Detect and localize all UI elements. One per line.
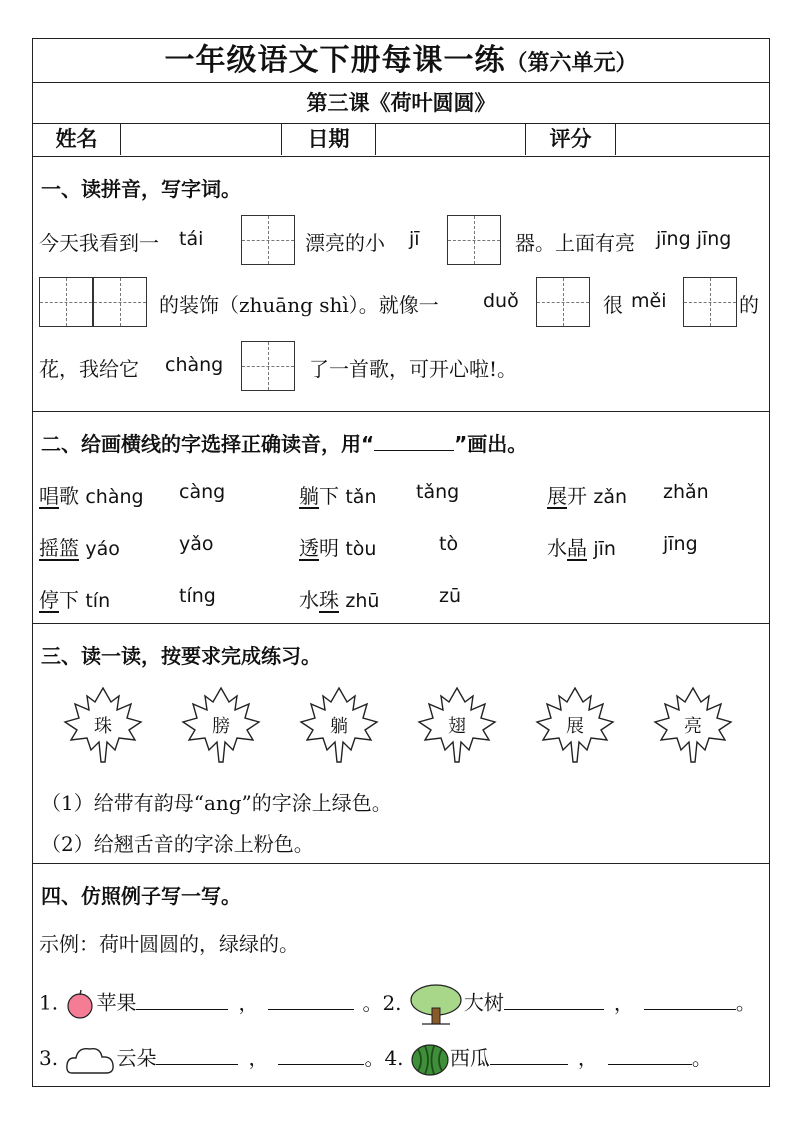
answer-box[interactable] bbox=[93, 277, 147, 327]
s2-word-6: 水晶 jīn bbox=[547, 536, 616, 560]
s2-word-2: 躺下 tǎn bbox=[299, 484, 377, 508]
maple-leaf[interactable] bbox=[61, 684, 145, 766]
leaf-char: 珠 bbox=[94, 716, 112, 737]
answer-line[interactable] bbox=[608, 1046, 692, 1065]
name-field[interactable] bbox=[121, 124, 282, 155]
answer-line[interactable] bbox=[644, 991, 736, 1010]
s2-option[interactable]: zǎn bbox=[593, 486, 628, 508]
s2-word-5: 透明 tòu bbox=[299, 536, 377, 560]
s2-option[interactable]: jīn bbox=[593, 538, 616, 560]
s1-line3-a: 花，我给它 bbox=[39, 357, 139, 381]
s1-py-tai: tái bbox=[179, 228, 204, 250]
s1-line3-b: 了一首歌，可开心啦!。 bbox=[309, 357, 518, 381]
s3-question-2: （2）给翘舌音的字涂上粉色。 bbox=[41, 832, 314, 856]
s2-word-4: 摇篮 yáo bbox=[39, 536, 120, 560]
s2-option[interactable]: càng bbox=[179, 481, 226, 503]
answer-line[interactable] bbox=[156, 1046, 238, 1065]
s1-py-duo: duǒ bbox=[483, 290, 519, 312]
s2-option[interactable]: zū bbox=[439, 585, 462, 607]
s1-line2-b: 很 bbox=[603, 293, 623, 317]
maple-leaf[interactable] bbox=[533, 684, 617, 766]
worksheet bbox=[32, 38, 770, 1087]
leaf-char: 展 bbox=[566, 716, 584, 737]
answer-line[interactable] bbox=[268, 991, 354, 1010]
section-4 bbox=[33, 864, 769, 1086]
answer-box[interactable] bbox=[683, 277, 737, 327]
answer-line bbox=[374, 432, 454, 451]
name-label: 姓名 bbox=[33, 124, 121, 155]
s1-line1-b: 漂亮的小 bbox=[305, 231, 385, 255]
apple-icon bbox=[64, 988, 96, 1020]
section-2 bbox=[33, 412, 769, 624]
s2-word-1: 唱歌 chàng bbox=[39, 484, 144, 508]
answer-box[interactable] bbox=[447, 215, 501, 265]
section-1-heading: 一、读拼音，写字词。 bbox=[41, 177, 241, 201]
answer-box[interactable] bbox=[536, 277, 590, 327]
s4-item-2: 3. 云朵 ， 。4. 西瓜 ， 。 bbox=[39, 1042, 712, 1077]
info-row bbox=[33, 124, 769, 157]
cloud-icon bbox=[64, 1043, 116, 1077]
title-row bbox=[33, 39, 769, 83]
s2-option[interactable]: yǎo bbox=[179, 533, 214, 555]
answer-line[interactable] bbox=[278, 1046, 364, 1065]
s2-option[interactable]: tín bbox=[85, 590, 111, 612]
answer-box[interactable] bbox=[241, 215, 295, 265]
s4-item-1: 1. 苹果 ， 。2. 大树 ， 。 bbox=[39, 982, 756, 1026]
leaf-char: 躺 bbox=[330, 716, 348, 737]
watermelon-icon bbox=[410, 1043, 450, 1077]
section-3-heading: 三、读一读，按要求完成练习。 bbox=[41, 644, 321, 668]
answer-box[interactable] bbox=[39, 277, 93, 327]
s2-option[interactable]: jīng bbox=[663, 533, 698, 555]
answer-line[interactable] bbox=[504, 991, 604, 1010]
maple-leaf[interactable] bbox=[297, 684, 381, 766]
s2-word-3: 展开 zǎn bbox=[547, 484, 628, 508]
s1-py-jingjing: jīng jīng bbox=[656, 228, 732, 250]
answer-line[interactable] bbox=[490, 1046, 568, 1065]
s1-line1-c: 器。上面有亮 bbox=[515, 231, 635, 255]
section-3 bbox=[33, 624, 769, 864]
section-2-heading: 二、给画横线的字选择正确读音，用“ ”画出。 bbox=[41, 432, 528, 456]
tree-icon bbox=[408, 982, 464, 1026]
s3-question-1: （1）给带有韵母“ang”的字涂上绿色。 bbox=[41, 791, 392, 815]
page-title-sub: （第六单元） bbox=[505, 50, 638, 76]
s2-option[interactable]: tíng bbox=[179, 585, 216, 607]
date-label: 日期 bbox=[282, 124, 376, 155]
s1-line2-a: 的装饰（zhuāng shì）。就像一 bbox=[159, 293, 439, 317]
date-field[interactable] bbox=[376, 124, 526, 155]
s2-option[interactable]: tò bbox=[439, 533, 459, 555]
maple-leaf[interactable] bbox=[179, 684, 263, 766]
maple-leaf[interactable] bbox=[415, 684, 499, 766]
score-field[interactable] bbox=[616, 124, 768, 155]
answer-line[interactable] bbox=[136, 991, 228, 1010]
s2-option[interactable]: tǎn bbox=[345, 486, 377, 508]
score-label: 评分 bbox=[526, 124, 616, 155]
s1-py-mei: měi bbox=[631, 290, 667, 312]
lesson-title: 第三课《荷叶圆圆》 bbox=[33, 83, 769, 124]
s2-option[interactable]: chàng bbox=[85, 486, 144, 508]
leaf-char: 膀 bbox=[212, 716, 230, 737]
s1-py-ji: jī bbox=[409, 228, 420, 250]
leaf-char: 翅 bbox=[448, 716, 466, 737]
s1-py-chang: chàng bbox=[165, 354, 224, 376]
s2-word-8: 水珠 zhū bbox=[299, 588, 380, 612]
s4-example: 示例：荷叶圆圆的，绿绿的。 bbox=[39, 932, 299, 956]
maple-leaf[interactable] bbox=[651, 684, 735, 766]
section-1 bbox=[33, 157, 769, 412]
answer-box[interactable] bbox=[241, 341, 295, 391]
page-title: 一年级语文下册每课一练 bbox=[164, 43, 506, 78]
s1-line1-a: 今天我看到一 bbox=[39, 231, 159, 255]
s2-word-7: 停下 tín bbox=[39, 588, 111, 612]
s2-option[interactable]: zhū bbox=[345, 590, 380, 612]
s2-option[interactable]: tǎng bbox=[416, 481, 460, 503]
s2-option[interactable]: zhǎn bbox=[663, 481, 709, 503]
section-4-heading: 四、仿照例子写一写。 bbox=[41, 884, 241, 908]
s2-option[interactable]: yáo bbox=[85, 538, 120, 560]
s1-line2-c: 的 bbox=[739, 293, 759, 317]
leaf-char: 亮 bbox=[684, 716, 702, 737]
s2-option[interactable]: tòu bbox=[345, 538, 377, 560]
